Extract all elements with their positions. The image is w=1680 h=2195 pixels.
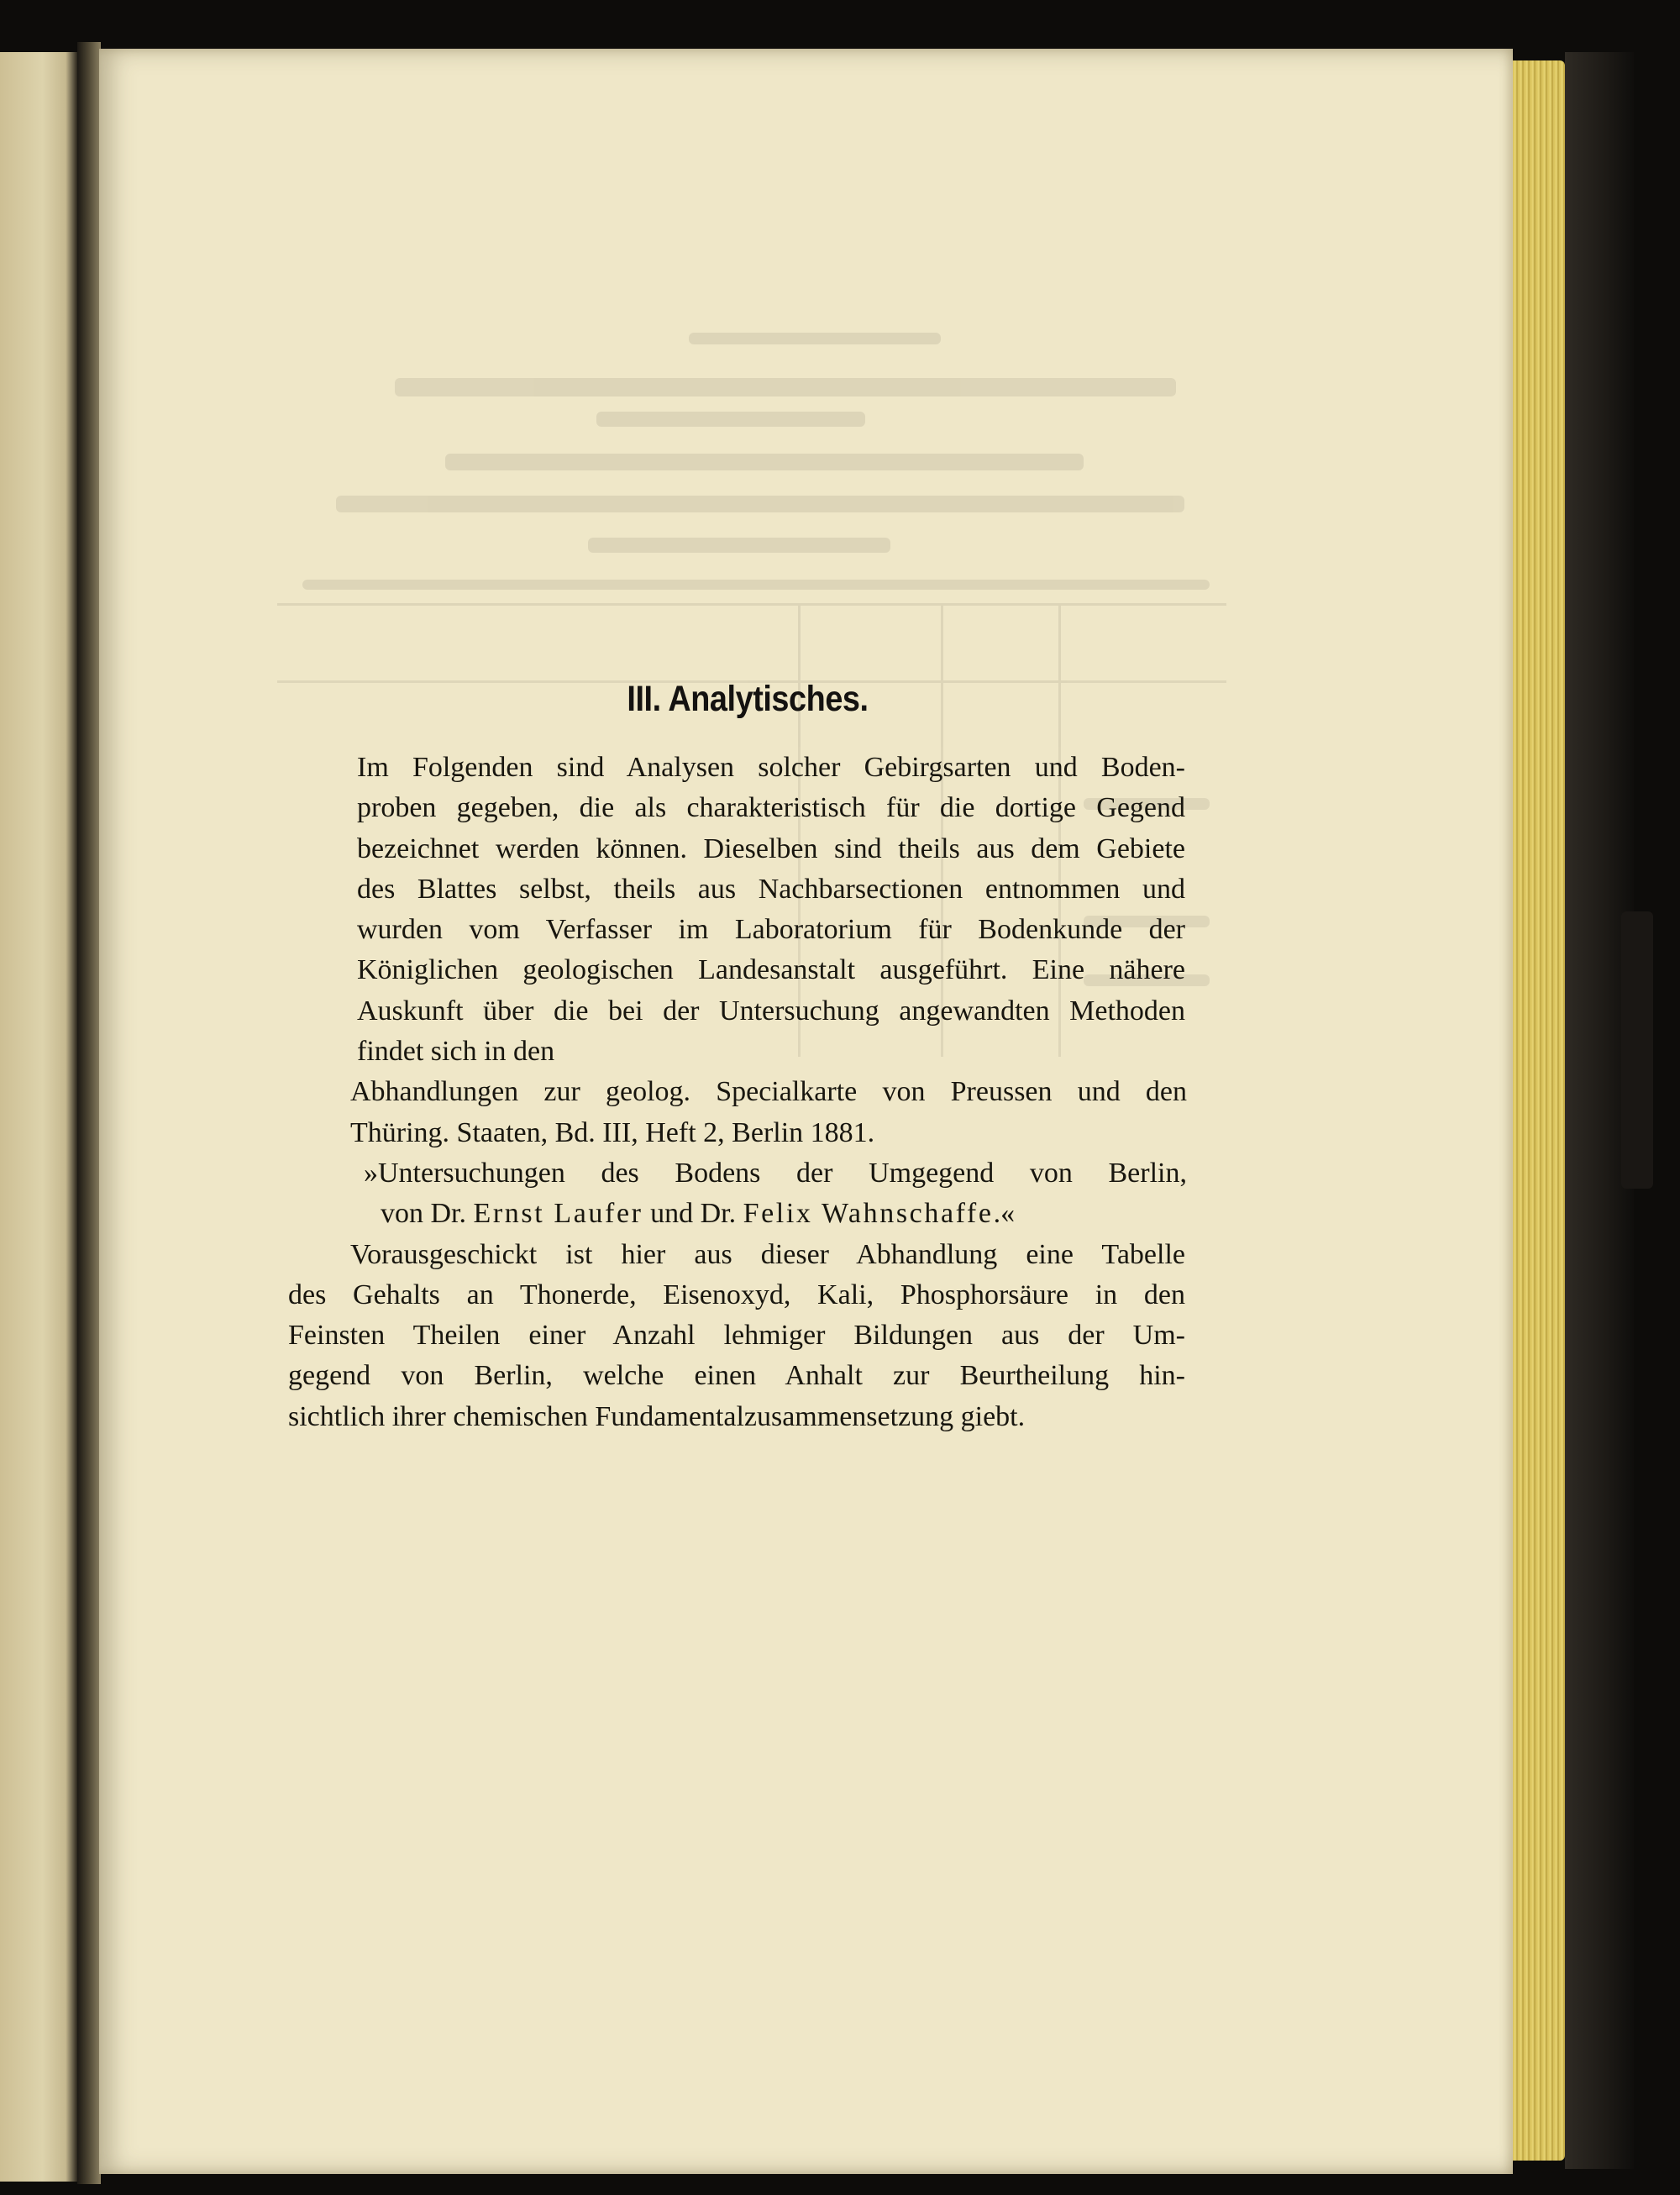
citation-prefix: von Dr. xyxy=(381,1198,474,1230)
section-heading: III. Analytisches. xyxy=(627,679,869,719)
text-line: Abhandlungen zur geolog. Specialkarte von Preussen und den xyxy=(350,1076,1187,1108)
citation-suffix: .« xyxy=(993,1198,1016,1230)
body-text xyxy=(288,748,1185,1437)
text-line: »Untersuchungen des Bodens der Umgegend von Berlin, xyxy=(364,1157,1187,1189)
text-line xyxy=(381,1194,1187,1234)
paragraph-table-intro xyxy=(288,1235,1185,1437)
text-line: findet sich in den xyxy=(357,1036,555,1068)
page-edges xyxy=(1513,60,1565,2161)
author-name: Ernst Laufer xyxy=(473,1198,643,1230)
text-line: des Gehalts an Thonerde, Eisenoxyd, Kali, Phosphorsäure in den xyxy=(288,1279,1185,1310)
text-line: Feinsten Theilen einer Anzahl lehmiger Bildungen aus der Um- xyxy=(288,1320,1185,1352)
text-line: Thüring. Staaten, Bd. III, Heft 2, Berlin 1881. xyxy=(350,1116,875,1148)
book-gutter xyxy=(77,42,101,2184)
text-line: sichtlich ihrer chemischen Fundamentalzusammensetzung giebt. xyxy=(288,1400,1026,1432)
cover-tab xyxy=(1621,911,1653,1189)
text-line: Auskunft über die bei der Untersuchung angewandten Methoden xyxy=(357,995,1185,1027)
text-line: wurden vom Verfasser im Laboratorium für Bodenkunde der xyxy=(357,914,1185,946)
citation-abhandlungen xyxy=(350,1072,1187,1153)
text-line: Im Folgenden sind Analysen solcher Gebirgsarten und Boden- xyxy=(357,752,1185,783)
text-line: Königlichen geologischen Landesanstalt ausgeführt. Eine nähere xyxy=(357,954,1185,986)
left-page-edge xyxy=(0,52,77,2182)
text-line: bezeichnet werden können. Dieselben sind theils aus dem Gebiete xyxy=(357,832,1185,864)
paragraph-intro xyxy=(288,748,1185,1072)
citation-joiner: und Dr. xyxy=(643,1198,743,1230)
text-line: gegend von Berlin, welche einen Anhalt zur Beurtheilung hin- xyxy=(288,1360,1185,1392)
text-line: proben gegeben, die als charakteristisch für die dortige Gegend xyxy=(357,792,1185,824)
author-name: Felix Wahnschaffe xyxy=(743,1198,994,1230)
citation-untersuchungen xyxy=(364,1153,1187,1235)
text-line: Vorausgeschickt ist hier aus dieser Abhandlung eine Tabelle xyxy=(350,1238,1185,1270)
text-line: des Blattes selbst, theils aus Nachbarsectionen entnommen und xyxy=(357,873,1185,905)
